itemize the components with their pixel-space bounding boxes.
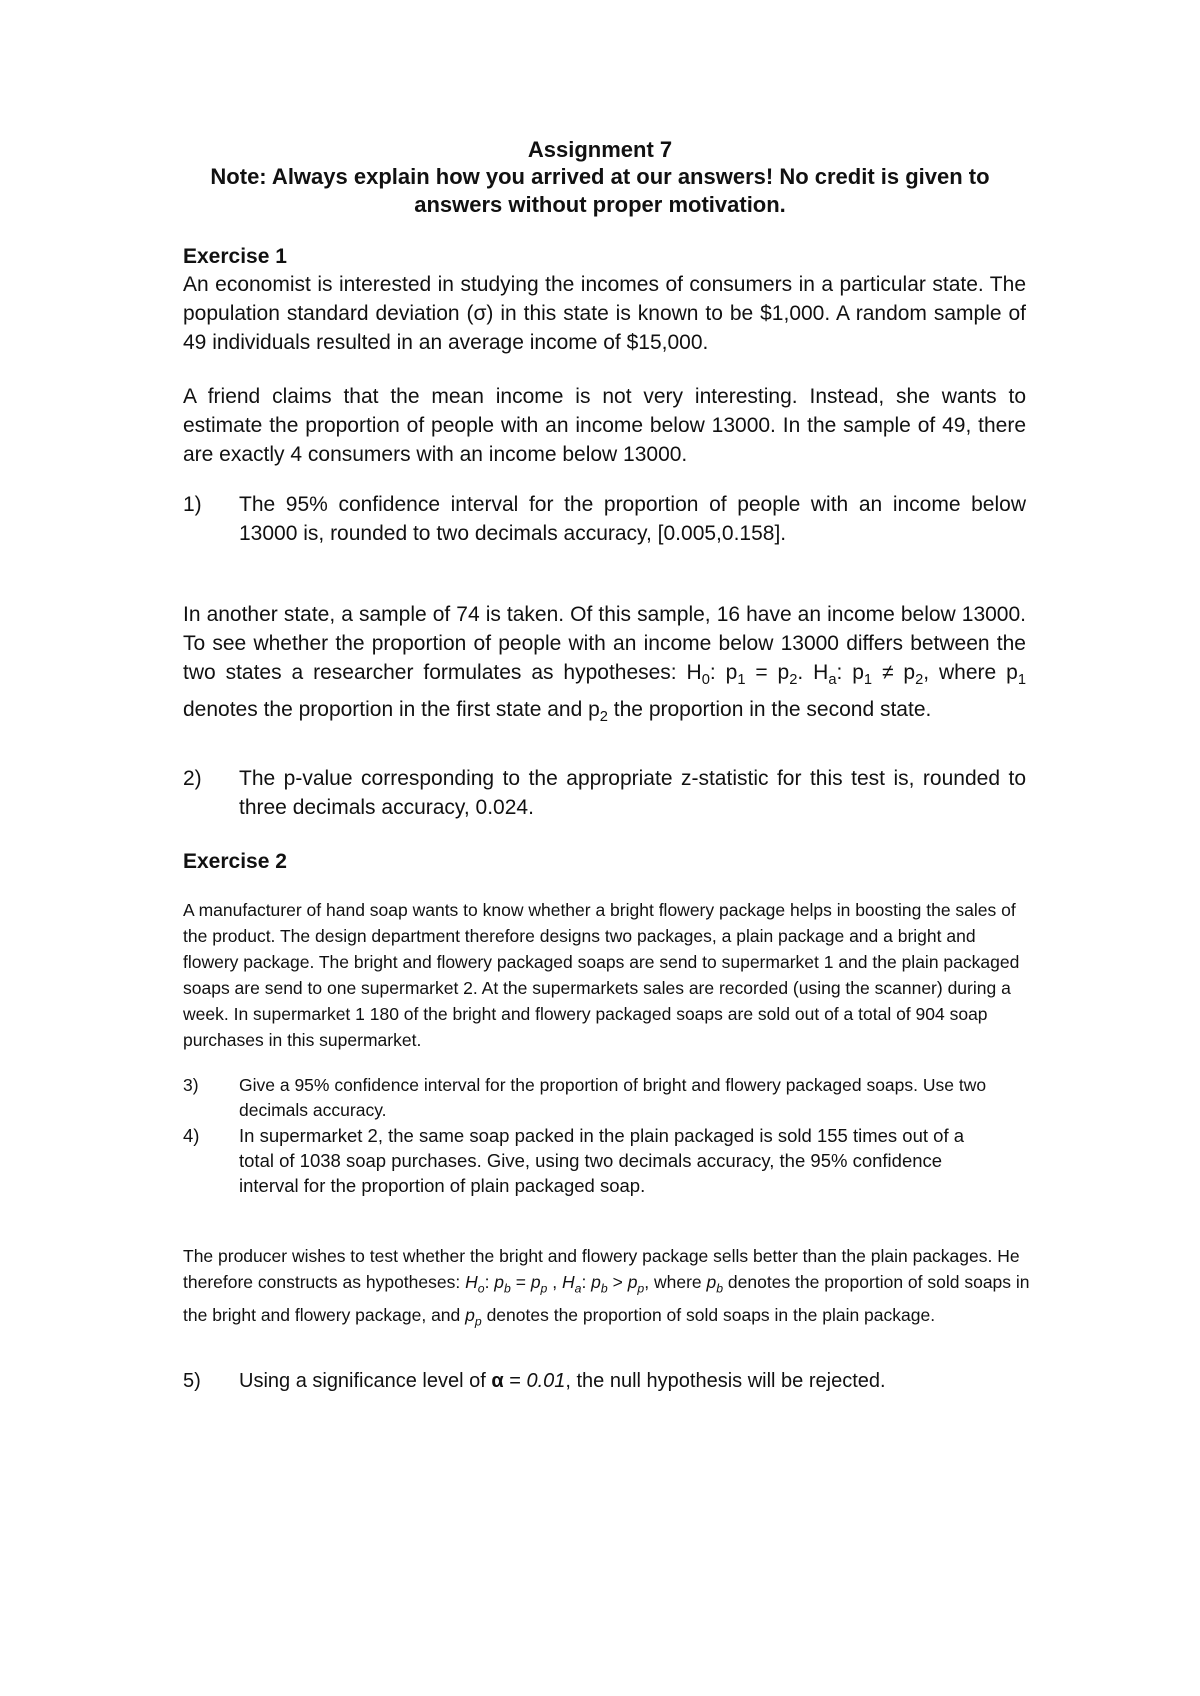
question-3-text: Give a 95% confidence interval for the proportion of bright and flowery packaged soaps. Use two decimals accuracy.	[239, 1075, 987, 1120]
document-title: Assignment 7	[527, 137, 673, 162]
exercise-1-another-state-paragraph: In another state, a sample of 74 is taken. Of this sample, 16 have an income below 13000. To see whether the proportion of people with an income below 13000 differs between the two states a researcher formulates as hypotheses: $H_0$: $p_1 = p_2$. $H_a$: $p_1 \ne p_2$, where $p_1$ denotes the proportion in the first state and $p_2$ the proportion in the second state.	[183, 603, 1026, 726]
exercise-2-intro: A manufacturer of hand soap wants to know whether a bright flowery package helps in boosting the sales of the product. The design department therefore designs two packages, a plain package and a bright and flowery package. The bright and flowery packaged soaps are send to supermarket 1 and the plain packaged soaps are send to one supermarket 2. At the supermarkets sales are recorded (using the scanner) during a week. In supermarket 1 180 of the bright and flowery packaged soaps are sold out of a total of 904 soap purchases in this supermarket.	[183, 900, 1020, 1050]
question-1-text: The 95% confidence interval for the proportion of people with an income below 13000 is, rounded to two decimals accuracy, [0.005,0.158].	[239, 493, 1026, 545]
question-2-text: The p-value corresponding to the appropriate z-statistic for this test is, rounded to three decimals accuracy, 0.024.	[239, 767, 1026, 819]
question-4-number: 4)	[183, 1125, 200, 1146]
question-5-number: 5)	[183, 1370, 201, 1392]
question-1-number: 1)	[183, 493, 202, 516]
question-4-text: In supermarket 2, the same soap packed in the plain packaged is sold 155 times out of a total of 1038 soap purchases. Give, using two decimals accuracy, the 95% confidence interval for the proportion of plain packaged soap.	[239, 1125, 965, 1196]
exercise-1-intro: An economist is interested in studying the incomes of consumers in a particular state. The population standard deviation (σ) in this state is known to be $1,000. A random sample of 49 individuals resulted in an average income of $15,000.	[183, 273, 1026, 354]
note-line-1: Note: Always explain how you arrived at our answers! No credit is given to	[210, 164, 990, 189]
question-2-number: 2)	[183, 767, 202, 790]
note-line-2: answers without proper motivation.	[414, 192, 786, 217]
question-5-text: Using a significance level of α = 0.01, the null hypothesis will be rejected.	[239, 1370, 886, 1392]
exercise-2-heading: Exercise 2	[183, 850, 287, 873]
question-3-number: 3)	[183, 1075, 199, 1095]
exercise-1-friend-paragraph: A friend claims that the mean income is not very interesting. Instead, she wants to estimate the proportion of people with an income below 13000. In the sample of 49, there are exactly 4 consumers with an income below 13000.	[183, 385, 1026, 466]
exercise-2-producer-paragraph: The producer wishes to test whether the bright and flowery package sells better than the plain packages. He therefore constructs as hypotheses: $H_o$: $p_b = p_p$ , $H_a$: $p_b > p_p$, where $p_b$ denotes the proportion of sold soaps in the bright and flowery package, and $p_p$ denotes the proportion of sold soaps in the plain package.	[183, 1246, 1030, 1328]
exercise-1-heading: Exercise 1	[183, 245, 287, 268]
